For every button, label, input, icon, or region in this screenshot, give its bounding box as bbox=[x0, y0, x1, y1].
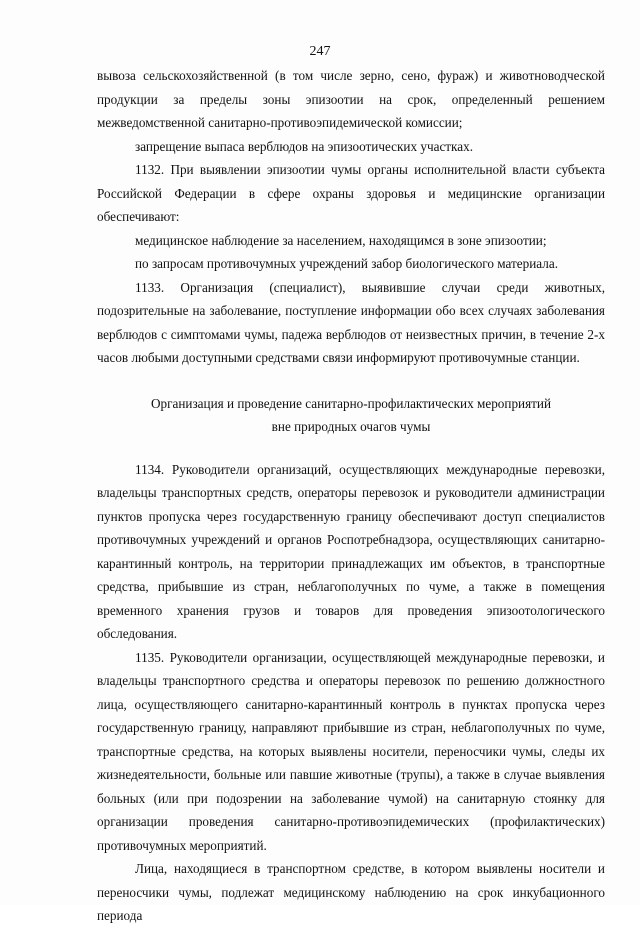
paragraph-bottom-1: 1135. Руководители организации, осуществляющей международные перевозки, и владельцы транспортного средства и операторы перевозок по решению должностного лица, осуществляющего санитарно-карантинный контроль в пунктах пропуска через государственную границу, направляют прибывшие из стран, неблагополучных по чуме, транспортные средства, на которых выявлены носители, переносчики чумы, следы их жизнедеятельности, больные или павшие животные (трупы), а также в случае выявления больных (или при подозрении на заболевание чумой) на санитарную стоянку для организации проведения санитарно-противоэпидемических (профилактических) противочумных мероприятий. bbox=[97, 649, 605, 853]
section-heading-line-2: вне природных очагов чумы bbox=[271, 418, 431, 434]
document-body bbox=[97, 64, 605, 928]
paragraph-top-5: 1133. Организация (специалист), выявившие случаи среди животных, подозрительные на заболевание, поступление информации обо всех случаях заболевания верблюдов с симптомами чумы, падежа верблюдов от неизвестных причин, в течение 2-х часов любыми доступными средствами связи информируют противочумные станции. bbox=[97, 279, 605, 365]
paragraph-top-3: медицинское наблюдение за населением, находящимся в зоне эпизоотии; bbox=[135, 232, 547, 248]
paragraph-bottom-2: Лица, находящиеся в транспортном средстве, в котором выявлены носители и переносчики чумы, подлежат медицинскому наблюдению на срок инкубационного периода bbox=[97, 861, 605, 923]
section-heading bbox=[97, 392, 605, 438]
page-number: 247 bbox=[309, 44, 331, 59]
paragraph-top-1: запрещение выпаса верблюдов на эпизоотических участках. bbox=[135, 138, 474, 154]
paragraph-bottom-0: 1134. Руководители организаций, осуществляющих международные перевозки, владельцы транспортных средств, операторы перевозок и руководители администрации пунктов пропуска через государственную границу обеспечивают доступ специалистов противочумных учреждений и органов Роспотребнадзора, осуществляющих санитарно-карантинный контроль, на территории принадлежащих им объектов, в транспортные средства, прибывшие из стран, неблагополучных по чуме, а также в помещения временного хранения грузов и товаров для проведения эпизоотологического обследования. bbox=[97, 461, 605, 641]
paragraph-top-2: 1132. При выявлении эпизоотии чумы органы исполнительной власти субъекта Российской Федерации в сфере охраны здоровья и медицинские организации обеспечивают: bbox=[97, 162, 605, 224]
paragraph-top-0: вывоза сельскохозяйственной (в том числе зерно, сено, фураж) и животноводческой продукции за пределы зоны эпизоотии на срок, определенный решением межведомственной санитарно-противоэпидемической комиссии; bbox=[97, 68, 605, 130]
section-heading-line-1: Организация и проведение санитарно-профилактических мероприятий bbox=[150, 395, 552, 411]
paragraph-top-4: по запросам противочумных учреждений забор биологического материала. bbox=[135, 256, 559, 271]
